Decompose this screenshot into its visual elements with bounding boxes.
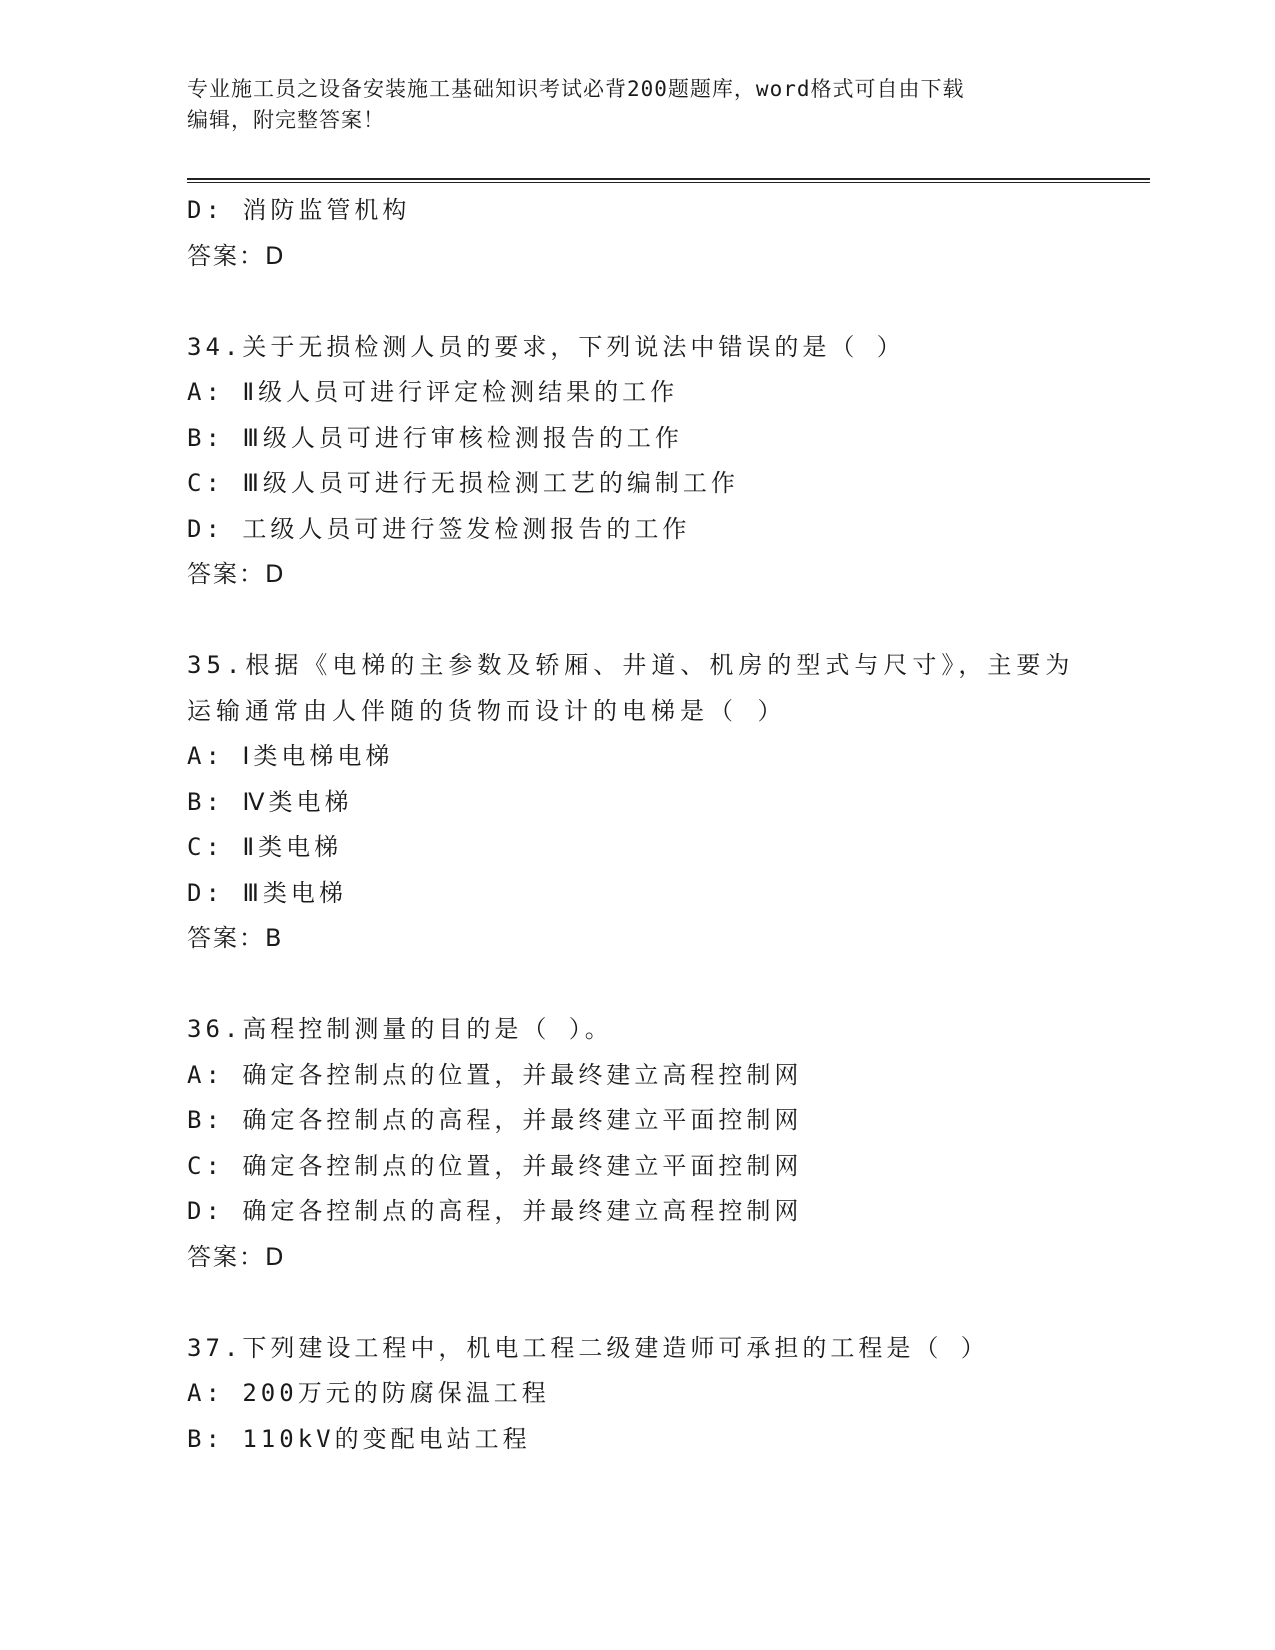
option-c: C: Ⅱ类电梯 (187, 833, 343, 861)
header-divider (187, 178, 1150, 183)
question-stem-continued: 运输通常由人伴随的货物而设计的电梯是（ ） (187, 696, 787, 725)
option-a: A: 确定各控制点的位置，并最终建立高程控制网 (187, 1060, 803, 1089)
option-a: A: Ⅱ级人员可进行评定检测结果的工作 (187, 378, 679, 406)
answer: 答案：D (187, 560, 286, 588)
option-c: C: 确定各控制点的位置，并最终建立平面控制网 (187, 1151, 803, 1180)
option-d: D: 消防监管机构 (187, 196, 411, 224)
option-a: A: Ⅰ类电梯电梯 (187, 742, 394, 770)
option-b: B: 确定各控制点的高程，并最终建立平面控制网 (187, 1106, 803, 1134)
spacer (187, 279, 1147, 325)
option-d: D: 确定各控制点的高程，并最终建立高程控制网 (187, 1197, 803, 1225)
option-b: B: Ⅲ级人员可进行审核检测报告的工作 (187, 423, 683, 452)
page-header (187, 74, 1087, 136)
option-a: A: 200万元的防腐保温工程 (187, 1379, 550, 1407)
spacer (187, 962, 1147, 1008)
header-line-2: 编辑，附完整答案！ (187, 108, 385, 132)
spacer (187, 1280, 1147, 1326)
question-stem: 35.根据《电梯的主参数及轿厢、井道、机房的型式与尺寸》，主要为 (187, 651, 1075, 679)
option-b: B: Ⅳ类电梯 (187, 787, 353, 816)
spacer (187, 598, 1147, 644)
option-d: D: 工级人员可进行签发检测报告的工作 (187, 514, 691, 543)
option-c: C: Ⅲ级人员可进行无损检测工艺的编制工作 (187, 469, 739, 497)
option-b: B: 110kV的变配电站工程 (187, 1424, 531, 1453)
option-d: D: Ⅲ类电梯 (187, 878, 347, 907)
answer: 答案：D (187, 1242, 286, 1271)
question-stem: 34.关于无损检测人员的要求，下列说法中错误的是（ ） (187, 332, 905, 361)
header-line-1: 专业施工员之设备安装施工基础知识考试必背200题题库，word格式可自由下载 (187, 77, 965, 101)
question-stem: 37.下列建设工程中，机电工程二级建造师可承担的工程是（ ） (187, 1333, 989, 1362)
document-body (187, 188, 1147, 1462)
answer: 答案：D (187, 241, 286, 270)
answer: 答案：B (187, 924, 284, 952)
question-stem: 36.高程控制测量的目的是（ ）。 (187, 1015, 613, 1043)
